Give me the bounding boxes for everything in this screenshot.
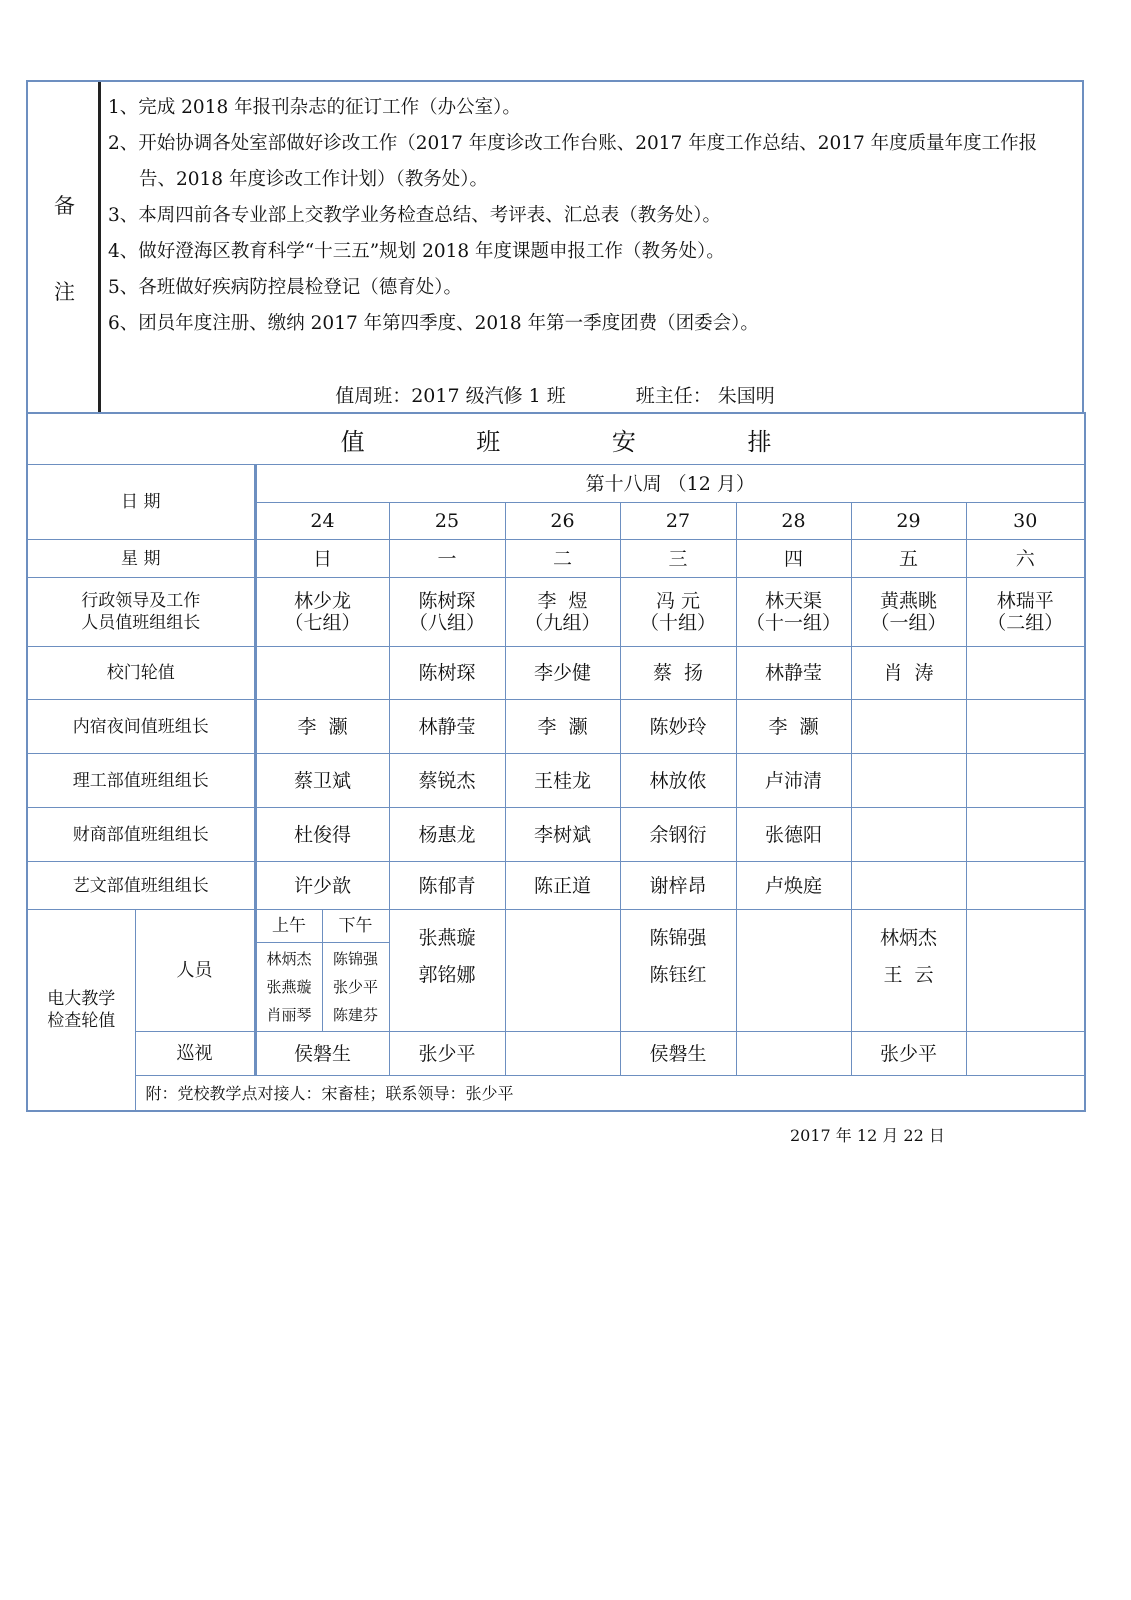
title-char: 值	[340, 427, 365, 456]
finance-cell: 张德阳	[736, 808, 851, 862]
weekday-cell: 三	[620, 540, 736, 578]
remarks-list	[108, 90, 1074, 342]
leaders-label-line: 人员值班组组长	[81, 613, 201, 633]
leader-cell	[255, 578, 389, 647]
staff-name: 陈钰红	[649, 964, 707, 986]
science-cell: 蔡卫斌	[255, 754, 389, 808]
leader-group: （十一组）	[745, 612, 841, 634]
staff-name: 张燕璇	[266, 978, 312, 996]
date-label: 日 期	[27, 465, 255, 540]
dorm-cell	[851, 700, 966, 754]
date-cell: 27	[620, 503, 736, 540]
date-cell: 29	[851, 503, 966, 540]
arts-cell: 陈郁青	[389, 862, 505, 910]
remark-item: 6、团员年度注册、缴纳 2017 年第四季度、2018 年第一季度团费（团委会）。	[108, 313, 759, 334]
leader-cell	[505, 578, 620, 647]
patrol-cell	[966, 1032, 1085, 1076]
arts-cell: 陈正道	[505, 862, 620, 910]
remark-item: 1、完成 2018 年报刊杂志的征订工作（办公室）。	[108, 97, 521, 118]
arts-cell: 许少歆	[255, 862, 389, 910]
staff-name: 张少平	[332, 978, 378, 996]
leader-name: 冯 元	[655, 590, 701, 612]
leader-cell	[851, 578, 966, 647]
tvu-staff-cell	[736, 910, 851, 1032]
leader-cell	[389, 578, 505, 647]
tvu-label-line: 电大教学	[47, 988, 116, 1009]
remark-item: 5、各班做好疾病防控晨检登记（德育处）。	[108, 277, 463, 298]
staff-name: 肖丽琴	[266, 1006, 312, 1024]
weekday-cell: 五	[851, 540, 966, 578]
title-char: 安	[611, 427, 636, 456]
weekday-cell: 日	[255, 540, 389, 578]
dorm-cell: 林静莹	[389, 700, 505, 754]
duty-line	[28, 381, 1082, 408]
remark-item: 3、本周四前各专业部上交教学业务检查总结、考评表、汇总表（教务处）。	[108, 205, 722, 226]
duty-schedule-table	[26, 412, 1086, 1112]
leader-name: 黄燕眺	[879, 590, 937, 612]
science-cell: 卢沛清	[736, 754, 851, 808]
remark-item: 2、开始协调各处室部做好诊改工作（2017 年度诊改工作台账、2017 年度工作总结、2017 年度质量年度工作报告、2018 年度诊改工作计划）（教务处）。	[108, 133, 1038, 190]
gate-cell: 蔡 扬	[620, 647, 736, 700]
leader-group: （二组）	[987, 612, 1064, 634]
leader-group: （八组）	[408, 612, 485, 634]
remarks-section	[26, 80, 1084, 412]
finance-cell	[966, 808, 1085, 862]
patrol-cell: 侯磐生	[620, 1032, 736, 1076]
remark-item: 4、做好澄海区教育科学“十三五”规划 2018 年度课题申报工作（教务处）。	[108, 241, 725, 262]
staff-name: 陈锦强	[332, 950, 378, 968]
finance-cell: 余钢衍	[620, 808, 736, 862]
science-cell	[966, 754, 1085, 808]
dorm-cell: 陈妙玲	[620, 700, 736, 754]
date-cell: 24	[255, 503, 389, 540]
gate-cell: 李少健	[505, 647, 620, 700]
gate-cell: 肖 涛	[851, 647, 966, 700]
leader-name: 林天渠	[764, 590, 822, 612]
patrol-cell	[505, 1032, 620, 1076]
tvu-label	[27, 910, 135, 1111]
date-cell: 26	[505, 503, 620, 540]
sunday-pm-staff	[322, 943, 389, 1032]
leader-name: 林瑞平	[996, 590, 1054, 612]
leader-group: （七组）	[284, 612, 361, 634]
am-label: 上午	[255, 910, 322, 943]
dorm-cell: 李 灏	[255, 700, 389, 754]
staff-name: 陈锦强	[649, 927, 707, 949]
science-label: 理工部值班组组长	[27, 754, 255, 808]
leader-group: （十组）	[639, 612, 716, 634]
weekday-cell: 一	[389, 540, 505, 578]
tvu-staff-cell	[851, 910, 966, 1032]
tvu-staff-cell	[389, 910, 505, 1032]
pm-label: 下午	[322, 910, 389, 943]
title-char: 排	[747, 427, 772, 456]
title-char: 班	[476, 427, 501, 456]
leader-cell	[620, 578, 736, 647]
patrol-cell: 张少平	[389, 1032, 505, 1076]
weekday-label: 星 期	[27, 540, 255, 578]
arts-cell	[851, 862, 966, 910]
sunday-am-staff	[255, 943, 322, 1032]
gate-cell	[966, 647, 1085, 700]
tvu-staff-cell	[966, 910, 1085, 1032]
gate-label: 校门轮值	[27, 647, 255, 700]
gate-cell: 林静莹	[736, 647, 851, 700]
leader-name: 陈树琛	[418, 590, 476, 612]
weekday-cell: 二	[505, 540, 620, 578]
date-cell: 30	[966, 503, 1085, 540]
leader-group: （九组）	[524, 612, 601, 634]
dorm-cell: 李 灏	[736, 700, 851, 754]
patrol-cell	[736, 1032, 851, 1076]
tvu-staff-cell	[620, 910, 736, 1032]
staff-name: 陈建芬	[332, 1006, 378, 1024]
dorm-cell	[966, 700, 1085, 754]
arts-cell: 卢焕庭	[736, 862, 851, 910]
weekday-cell: 四	[736, 540, 851, 578]
duty-class: 值周班：2017 级汽修 1 班	[335, 385, 566, 407]
staff-name: 张燕璇	[418, 927, 476, 949]
schedule-note: 附：党校教学点对接人：宋畜桂；联系领导：张少平	[135, 1076, 1085, 1111]
patrol-cell: 侯磐生	[255, 1032, 389, 1076]
staff-name: 王 云	[883, 964, 934, 986]
finance-cell: 杨惠龙	[389, 808, 505, 862]
science-cell: 王桂龙	[505, 754, 620, 808]
arts-label: 艺文部值班组组长	[27, 862, 255, 910]
remarks-label	[28, 82, 101, 412]
dorm-cell: 李 灏	[505, 700, 620, 754]
leader-name: 林少龙	[293, 590, 351, 612]
tvu-staff-cell	[505, 910, 620, 1032]
gate-cell: 陈树琛	[389, 647, 505, 700]
patrol-cell: 张少平	[851, 1032, 966, 1076]
leader-cell	[736, 578, 851, 647]
remarks-label-bottom: 注	[54, 280, 75, 304]
arts-cell: 谢梓昂	[620, 862, 736, 910]
staff-name: 林炳杰	[879, 927, 937, 949]
staff-label: 人员	[135, 910, 255, 1032]
weekday-cell: 六	[966, 540, 1085, 578]
leader-group: （一组）	[870, 612, 947, 634]
arts-cell	[966, 862, 1085, 910]
staff-name: 郭铭娜	[418, 964, 476, 986]
finance-cell	[851, 808, 966, 862]
document-date: 2017 年 12 月 22 日	[790, 1126, 945, 1145]
gate-cell	[255, 647, 389, 700]
tvu-label-line: 检查轮值	[47, 1010, 116, 1031]
head-teacher: 班主任： 朱国明	[635, 385, 775, 407]
schedule-sheet	[26, 80, 1084, 1112]
date-cell: 25	[389, 503, 505, 540]
schedule-title	[27, 413, 1085, 465]
dorm-label: 内宿夜间值班组长	[27, 700, 255, 754]
remarks-label-top: 备	[54, 194, 75, 218]
week-label: 第十八周 （12 月）	[255, 465, 1085, 503]
leaders-label	[27, 578, 255, 647]
date-cell: 28	[736, 503, 851, 540]
patrol-label: 巡视	[135, 1032, 255, 1076]
finance-label: 财商部值班组组长	[27, 808, 255, 862]
leaders-label-line: 行政领导及工作	[81, 591, 201, 611]
science-cell: 蔡锐杰	[389, 754, 505, 808]
finance-cell: 杜俊得	[255, 808, 389, 862]
science-cell	[851, 754, 966, 808]
leader-cell	[966, 578, 1085, 647]
science-cell: 林放侬	[620, 754, 736, 808]
finance-cell: 李树斌	[505, 808, 620, 862]
leader-name: 李 煜	[537, 590, 588, 612]
staff-name: 林炳杰	[266, 950, 312, 968]
